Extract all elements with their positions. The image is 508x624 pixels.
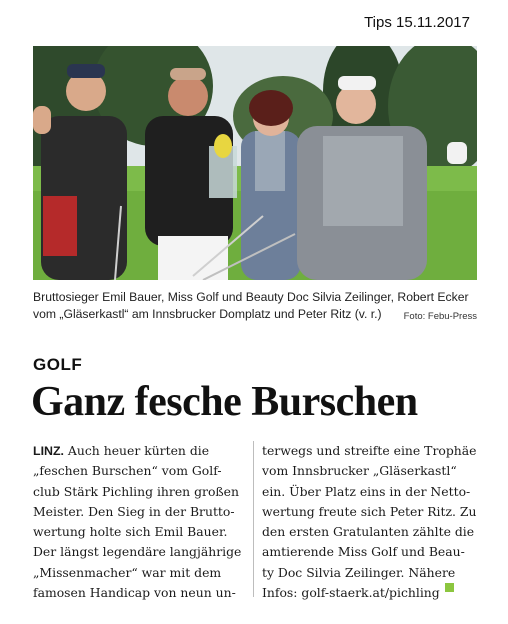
body-line xyxy=(262,441,477,461)
body-line xyxy=(262,583,477,603)
body-line xyxy=(262,542,477,562)
body-text: den ersten Gratulanten zählte die xyxy=(262,524,475,540)
body-text: „Missenmacher“ war mit dem xyxy=(33,564,222,580)
column-divider xyxy=(253,441,254,597)
body-line xyxy=(33,542,248,562)
body-line xyxy=(262,563,477,583)
body-text: famosen Handicap von neun un- xyxy=(33,585,236,601)
body-line xyxy=(33,502,248,522)
body-text: terwegs und streifte eine Trophäe xyxy=(262,443,477,458)
photo-credit: Foto: Febu-Press xyxy=(403,311,477,322)
body-text: ein. Über Platz eins in der Netto- xyxy=(262,483,471,499)
body-line xyxy=(33,583,248,603)
body-line xyxy=(33,482,248,502)
body-text: ty Doc Silvia Zeilinger. Nähere xyxy=(262,564,456,580)
caption-line-1: Bruttosieger Emil Bauer, Miss Golf und Beauty Doc Silvia Zeilinger, Robert Ecker xyxy=(33,290,469,304)
golfers-photo-illustration xyxy=(33,46,477,280)
body-text: club Stärk Pichling ihren großen xyxy=(33,483,239,499)
body-line xyxy=(33,461,248,481)
body-text: Der längst legendäre langjährige xyxy=(33,544,242,560)
body-line xyxy=(262,482,477,502)
body-line xyxy=(33,522,248,542)
body-text: vom Innsbrucker „Gläserkastl“ xyxy=(262,463,457,479)
dateline: LINZ. xyxy=(33,444,64,458)
end-of-article-square-icon xyxy=(445,583,454,592)
body-line xyxy=(262,461,477,481)
section-kicker: GOLF xyxy=(33,355,83,374)
body-line xyxy=(262,522,477,542)
caption-line-2: vom „Gläserkastl“ am Innsbrucker Domplatz und Peter Ritz (v. r.) xyxy=(33,307,382,321)
body-text: wertung holte sich Emil Bauer. xyxy=(33,524,228,540)
body-text: Meister. Den Sieg in der Brutto- xyxy=(33,503,235,519)
body-line xyxy=(262,502,477,522)
body-text: Auch heuer kürten die xyxy=(63,443,210,458)
body-text: wertung freute sich Peter Ritz. Zu xyxy=(262,503,477,519)
body-text: „feschen Burschen“ vom Golf- xyxy=(33,463,222,479)
body-text: amtierende Miss Golf und Beau- xyxy=(262,544,465,560)
body-column-1 xyxy=(33,441,248,603)
body-column-2 xyxy=(262,441,477,603)
article-headline: Ganz fesche Burschen xyxy=(31,379,418,425)
article-photo xyxy=(33,46,477,280)
body-line xyxy=(33,441,248,461)
source-dateline: Tips 15.11.2017 xyxy=(364,14,470,31)
body-text-link: Infos: golf-staerk.at/pichling xyxy=(262,585,440,601)
body-line xyxy=(33,563,248,583)
